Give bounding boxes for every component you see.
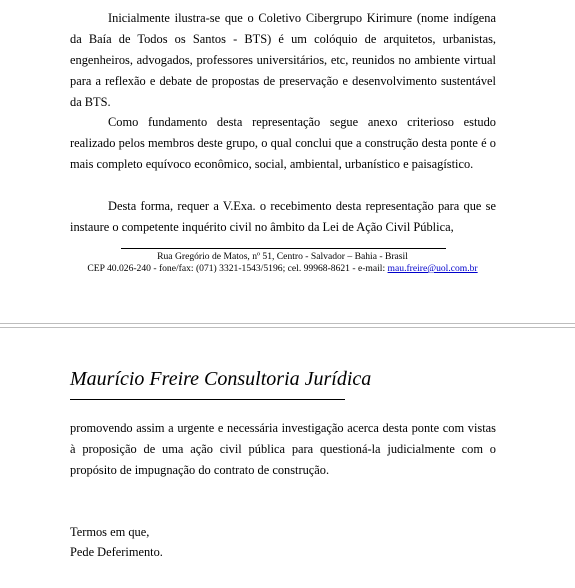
paragraph-intro: Inicialmente ilustra-se que o Coletivo Cibergrupo Kirimure (nome indígena da Baía de Todos os Santos - BTS) é um colóquio de arquitetos, urbanistas, engenheiros, advogados, professores universitários, etc, reunidos no ambiente virtual para a reflexão e debate de propostas de preservação e desenvolvimento sustentável da BTS. [70, 11, 496, 109]
footer-contact [0, 263, 565, 275]
footer-divider [121, 248, 446, 249]
footer-address: Rua Gregório de Matos, nº 51, Centro - Salvador – Bahia - Brasil [157, 251, 408, 262]
closing-line-termos: Termos em que, [70, 525, 150, 539]
paragraph-fundamento: Como fundamento desta representação segue anexo criterioso estudo realizado pelos membros deste grupo, o qual conclui que a construção desta ponte é o mais completo equívoco econômico, social, ambiental, urbanístico e paisagístico. [70, 115, 496, 171]
letterhead-title: Maurício Freire Consultoria Jurídica [70, 368, 372, 390]
closing-line-deferimento: Pede Deferimento. [70, 545, 163, 559]
letterhead-divider [70, 399, 345, 400]
paragraph-continuacao: promovendo assim a urgente e necessária investigação acerca desta ponte com vistas à proposição de uma ação civil pública para questioná-la judicialmente com o propósito de impugnação do contrato de construção. [70, 421, 496, 477]
paragraph-requerimento: Desta forma, requer a V.Exa. o recebimento desta representação para que se instaure o competente inquérito civil no âmbito da Lei de Ação Civil Pública, [70, 199, 496, 234]
footer-email-link[interactable]: mau.freire@uol.com.br [387, 263, 478, 274]
footer-contact-text: CEP 40.026-240 - fone/fax: (071) 3321-1543/5196; cel. 99968-8621 - e-mail: [87, 263, 388, 274]
